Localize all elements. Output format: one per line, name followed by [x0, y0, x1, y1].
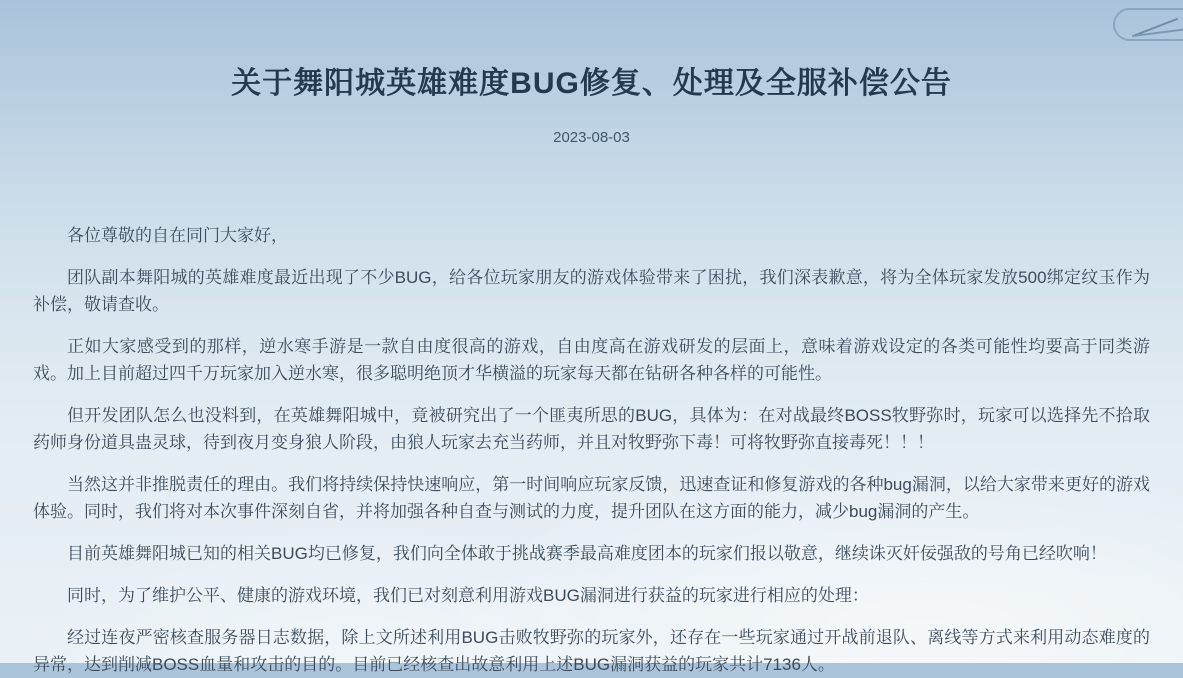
- paragraph-greeting: 各位尊敬的自在同门大家好，: [67, 226, 288, 245]
- announcement-body: [33, 222, 1150, 678]
- paragraph-investigation-result: 经过连夜严密核查服务器日志数据，除上文所述利用BUG击败牧野弥的玩家外，还存在一些玩家通过开战前退队、离线等方式来利用动态难度的异常，达到削减BOSS血量和攻击的目的。目前已经核查出故意利用上述BUG漏洞获益的玩家共计7136人。: [33, 628, 1150, 674]
- paragraph-bug-fixed: 目前英雄舞阳城已知的相关BUG均已修复，我们向全体敢于挑战赛季最高难度团本的玩家们报以敬意，继续诛灭奸佞强敌的号角已经吹响！: [67, 544, 1107, 563]
- paragraph-apology-compensation: 团队副本舞阳城的英雄难度最近出现了不少BUG，给各位玩家朋友的游戏体验带来了困扰，我们深表歉意，将为全体玩家发放500绑定纹玉作为补偿，敬请查收。: [33, 268, 1150, 314]
- paragraph-responsibility: 当然这并非推脱责任的理由。我们将持续保持快速响应，第一时间响应玩家反馈，迅速查证和修复游戏的各种bug漏洞，以给大家带来更好的游戏体验。同时，我们将对本次事件深刻自省，并将加强各种自查与测试的力度，提升团队在这方面的能力，减少bug漏洞的产生。: [33, 475, 1150, 521]
- paragraph-game-freedom: 正如大家感受到的那样，逆水寒手游是一款自由度很高的游戏，自由度高在游戏研发的层面上，意味着游戏设定的各类可能性均要高于同类游戏。加上目前超过四千万玩家加入逆水寒，很多聪明绝顶才华横溢的玩家每天都在钻研各种各样的可能性。: [33, 337, 1150, 383]
- announcement-date: 2023-08-03: [553, 129, 630, 146]
- announcement-title: 关于舞阳城英雄难度BUG修复、处理及全服补偿公告: [231, 67, 952, 100]
- paragraph-bug-description: 但开发团队怎么也没料到，在英雄舞阳城中，竟被研究出了一个匪夷所思的BUG，具体为：在对战最终BOSS牧野弥时，玩家可以选择先不拾取药师身份道具蛊灵球，待到夜月变身狼人阶段，由狼人玩家去充当药师，并且对牧野弥下毒！可将牧野弥直接毒死！！！: [33, 406, 1150, 452]
- paragraph-punishment-intro: 同时，为了维护公平、健康的游戏环境，我们已对刻意利用游戏BUG漏洞进行获益的玩家进行相应的处理：: [67, 586, 869, 605]
- corner-action-button[interactable]: [1113, 8, 1183, 41]
